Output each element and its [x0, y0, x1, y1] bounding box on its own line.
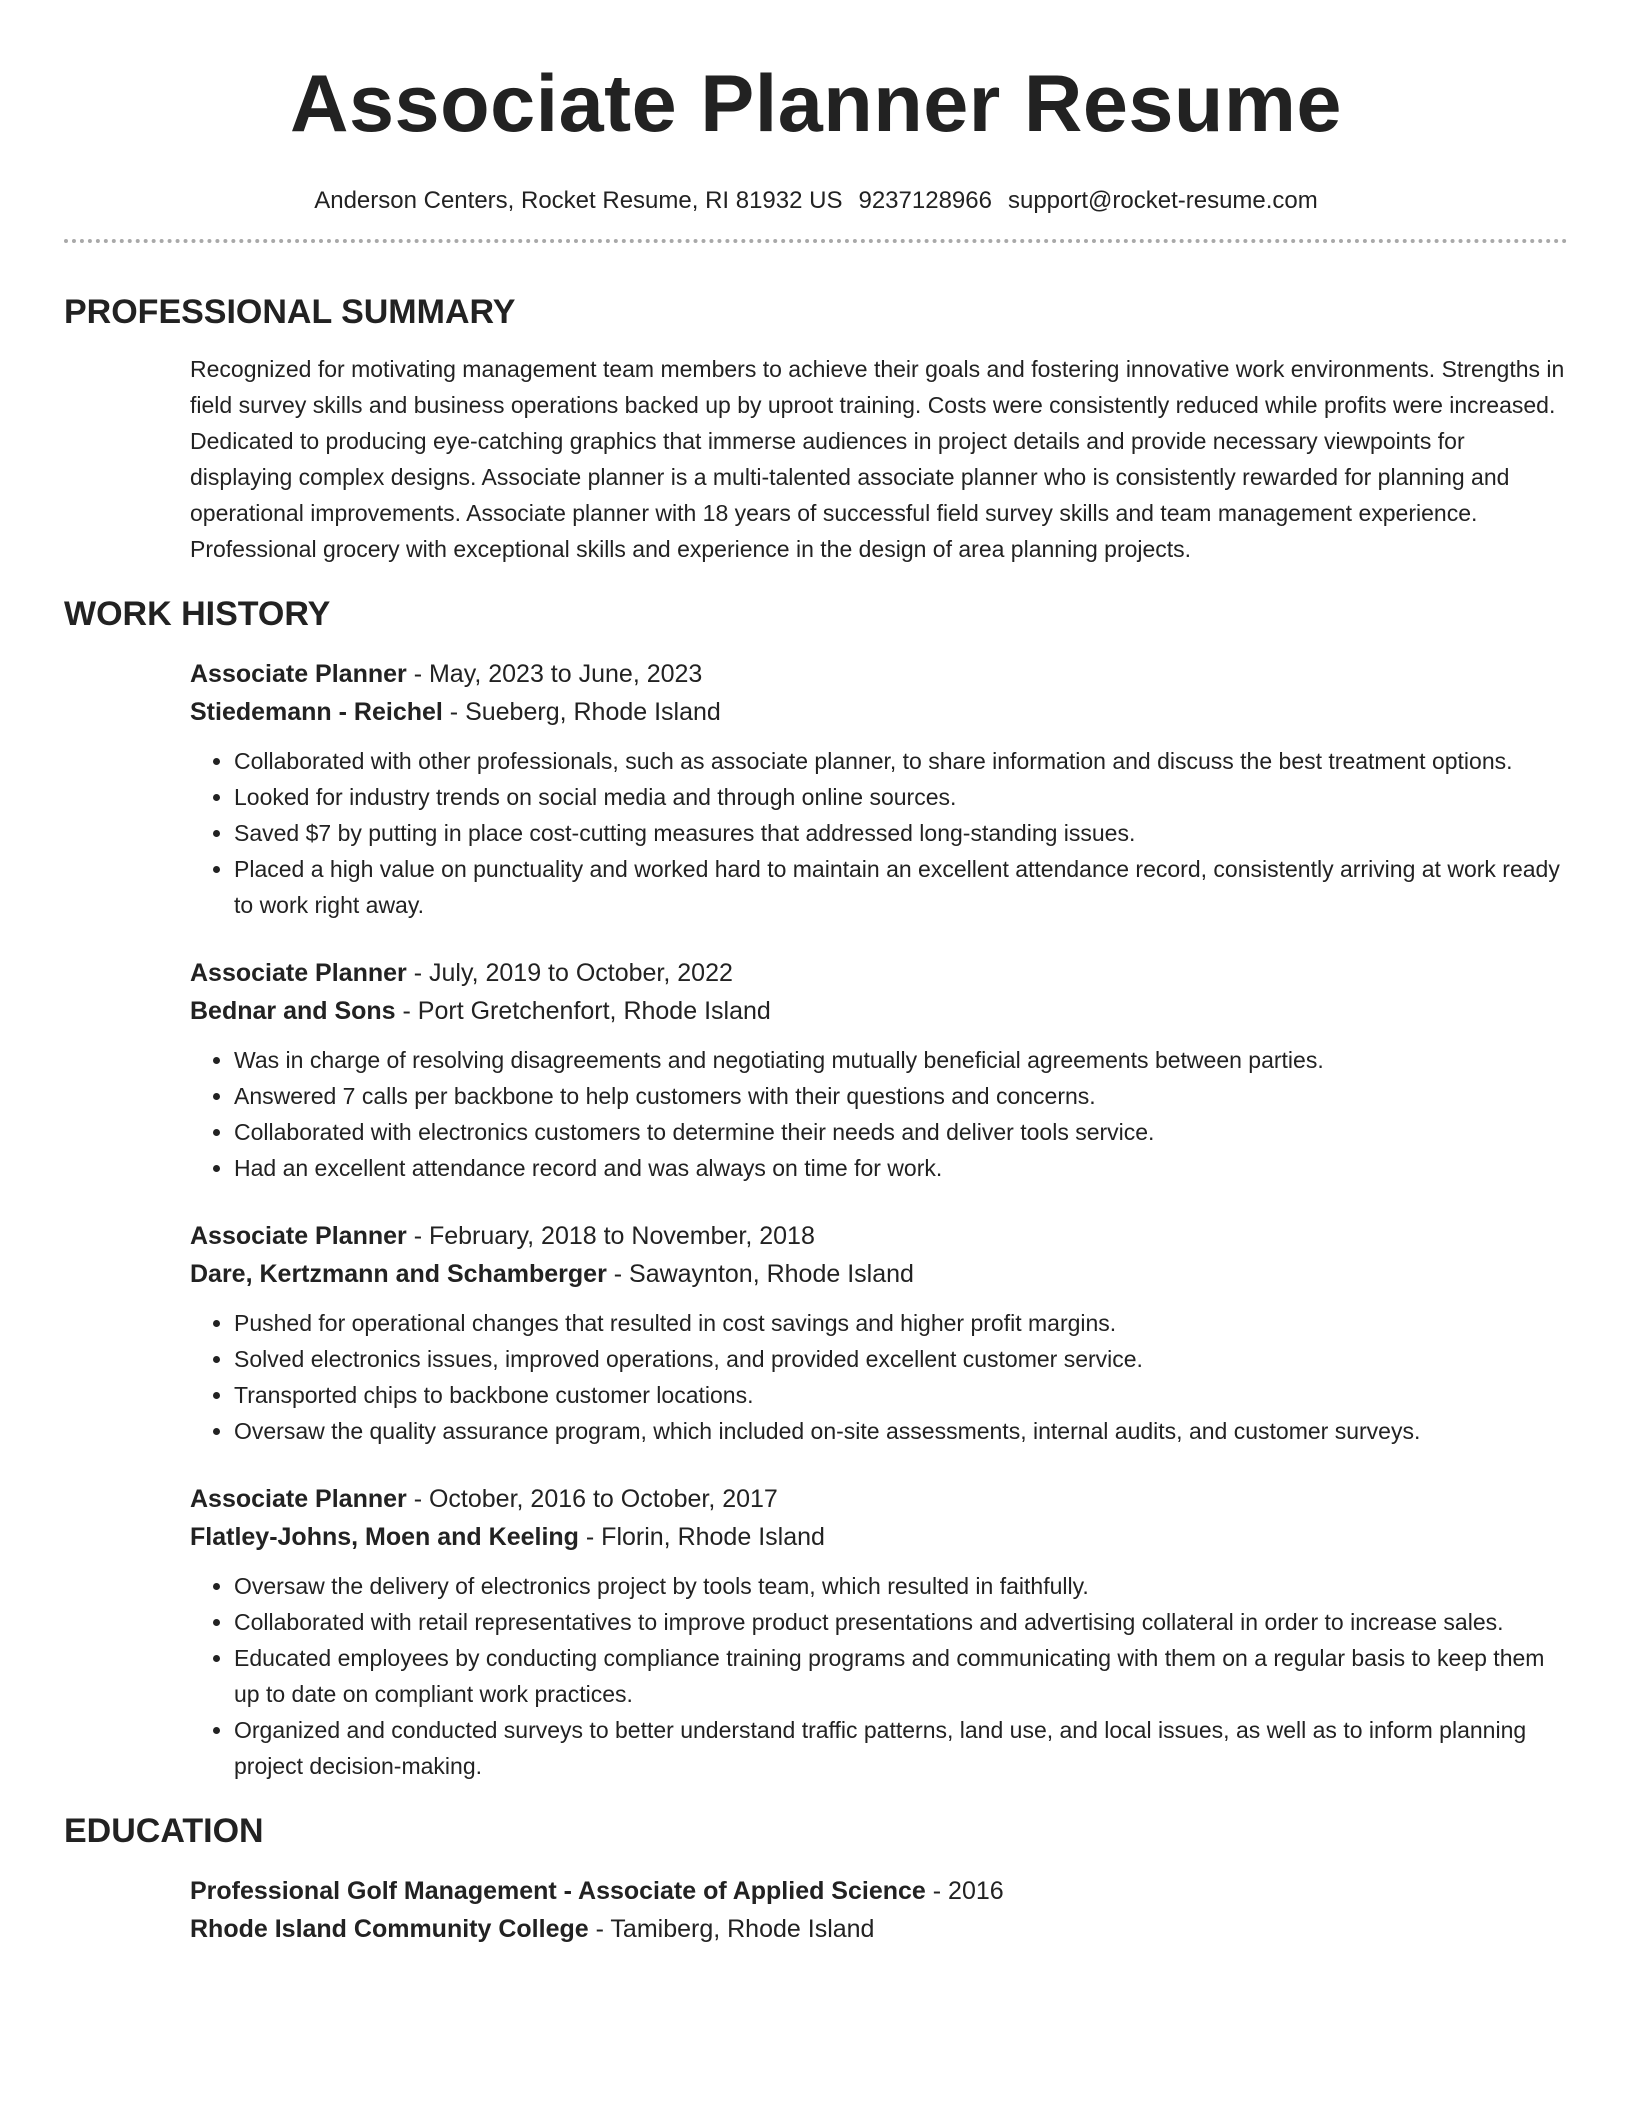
- list-item: • Saved $7 by putting in place cost-cutting measures that addressed long-standing issues.: [234, 815, 1568, 851]
- job-location: - Sueberg, Rhode Island: [442, 698, 721, 726]
- job-location: - Florin, Rhode Island: [578, 1523, 825, 1551]
- job-dates: - May, 2023 to June, 2023: [406, 660, 703, 688]
- list-item: • Answered 7 calls per backbone to help customers with their questions and concerns.: [234, 1078, 1568, 1114]
- job-dates: - February, 2018 to November, 2018: [406, 1222, 815, 1250]
- resume-title: Associate Planner Resume: [290, 59, 1342, 149]
- job-bullets: [190, 743, 1568, 923]
- summary-section: [190, 351, 1568, 567]
- work-history-section: [190, 655, 1568, 1784]
- contact-address: Anderson Centers, Rocket Resume, RI 81932 US: [314, 187, 843, 214]
- job-title-line: [190, 954, 1568, 992]
- education-location: - Tamiberg, Rhode Island: [588, 1915, 875, 1943]
- education-section: [190, 1872, 1568, 1948]
- list-item: • Placed a high value on punctuality and worked hard to maintain an excellent attendance record, consistently arriving at work ready to work right away.: [234, 851, 1568, 923]
- education-degree-line: [190, 1872, 1568, 1910]
- job-bullets: [190, 1568, 1568, 1784]
- education-school: Rhode Island Community College: [190, 1915, 589, 1943]
- job-dates: - July, 2019 to October, 2022: [406, 959, 733, 987]
- list-item: • Collaborated with other professionals, such as associate planner, to share information and discuss the best treatment options.: [234, 743, 1568, 779]
- job-company: Stiedemann - Reichel: [190, 698, 443, 726]
- job-bullets: [190, 1305, 1568, 1449]
- education-entry: [190, 1872, 1568, 1948]
- list-item: • Oversaw the quality assurance program, which included on-site assessments, internal audits, and customer surveys.: [234, 1413, 1568, 1449]
- job-entry: [190, 1217, 1568, 1449]
- job-title: Associate Planner: [190, 660, 407, 688]
- job-title-line: [190, 1217, 1568, 1255]
- job-company: Dare, Kertzmann and Schamberger: [190, 1260, 607, 1288]
- list-item: • Oversaw the delivery of electronics project by tools team, which resulted in faithfully.: [234, 1568, 1568, 1604]
- education-degree: Professional Golf Management - Associate of Applied Science: [190, 1877, 926, 1905]
- contact-email: support@rocket-resume.com: [1007, 187, 1318, 214]
- job-title: Associate Planner: [190, 1222, 407, 1250]
- job-title: Associate Planner: [190, 1485, 407, 1513]
- list-item: • Collaborated with retail representatives to improve product presentations and advertising collateral in order to increase sales.: [234, 1604, 1568, 1640]
- header-divider: [64, 239, 1568, 243]
- job-location: - Sawaynton, Rhode Island: [606, 1260, 914, 1288]
- contact-line: [64, 186, 1568, 216]
- list-item: • Was in charge of resolving disagreements and negotiating mutually beneficial agreements between parties.: [234, 1042, 1568, 1078]
- list-item: • Transported chips to backbone customer locations.: [234, 1377, 1568, 1413]
- contact-phone: 9237128966: [858, 187, 992, 214]
- job-company-line: [190, 992, 1568, 1030]
- job-company-line: [190, 1518, 1568, 1556]
- job-bullets: [190, 1042, 1568, 1186]
- education-year: - 2016: [925, 1877, 1004, 1905]
- list-item: • Educated employees by conducting compliance training programs and communicating with them on a regular basis to keep them up to date on compliant work practices.: [234, 1640, 1568, 1712]
- list-item: • Had an excellent attendance record and was always on time for work.: [234, 1150, 1568, 1186]
- job-company: Flatley-Johns, Moen and Keeling: [190, 1523, 579, 1551]
- summary-heading: PROFESSIONAL SUMMARY: [64, 293, 516, 331]
- list-item: • Organized and conducted surveys to better understand traffic patterns, land use, and local issues, as well as to inform planning project decision-making.: [234, 1712, 1568, 1784]
- education-heading: EDUCATION: [64, 1812, 264, 1850]
- list-item: • Pushed for operational changes that resulted in cost savings and higher profit margins.: [234, 1305, 1568, 1341]
- job-company-line: [190, 1255, 1568, 1293]
- education-school-line: [190, 1910, 1568, 1948]
- list-item: • Collaborated with electronics customers to determine their needs and deliver tools service.: [234, 1114, 1568, 1150]
- job-dates: - October, 2016 to October, 2017: [406, 1485, 778, 1513]
- job-location: - Port Gretchenfort, Rhode Island: [395, 997, 771, 1025]
- summary-text: Recognized for motivating management team members to achieve their goals and fostering innovative work environments. Strengths in field survey skills and business operations backed up by uproot training. Costs were consistently reduced while profits were increased. Dedicated to producing eye-catching graphics that immerse audiences in project details and provide necessary viewpoints for displaying complex designs. Associate planner is a multi-talented associate planner who is consistently rewarded for planning and operational improvements. Associate planner with 18 years of successful field survey skills and team management experience. Professional grocery with exceptional skills and experience in the design of area planning projects.: [190, 356, 1565, 562]
- job-title-line: [190, 655, 1568, 693]
- job-title-line: [190, 1480, 1568, 1518]
- job-entry: [190, 655, 1568, 923]
- job-company: Bednar and Sons: [190, 997, 396, 1025]
- work-history-heading: WORK HISTORY: [64, 595, 331, 633]
- job-company-line: [190, 693, 1568, 731]
- job-title: Associate Planner: [190, 959, 407, 987]
- list-item: • Looked for industry trends on social media and through online sources.: [234, 779, 1568, 815]
- list-item: • Solved electronics issues, improved operations, and provided excellent customer service.: [234, 1341, 1568, 1377]
- job-entry: [190, 1480, 1568, 1784]
- job-entry: [190, 954, 1568, 1186]
